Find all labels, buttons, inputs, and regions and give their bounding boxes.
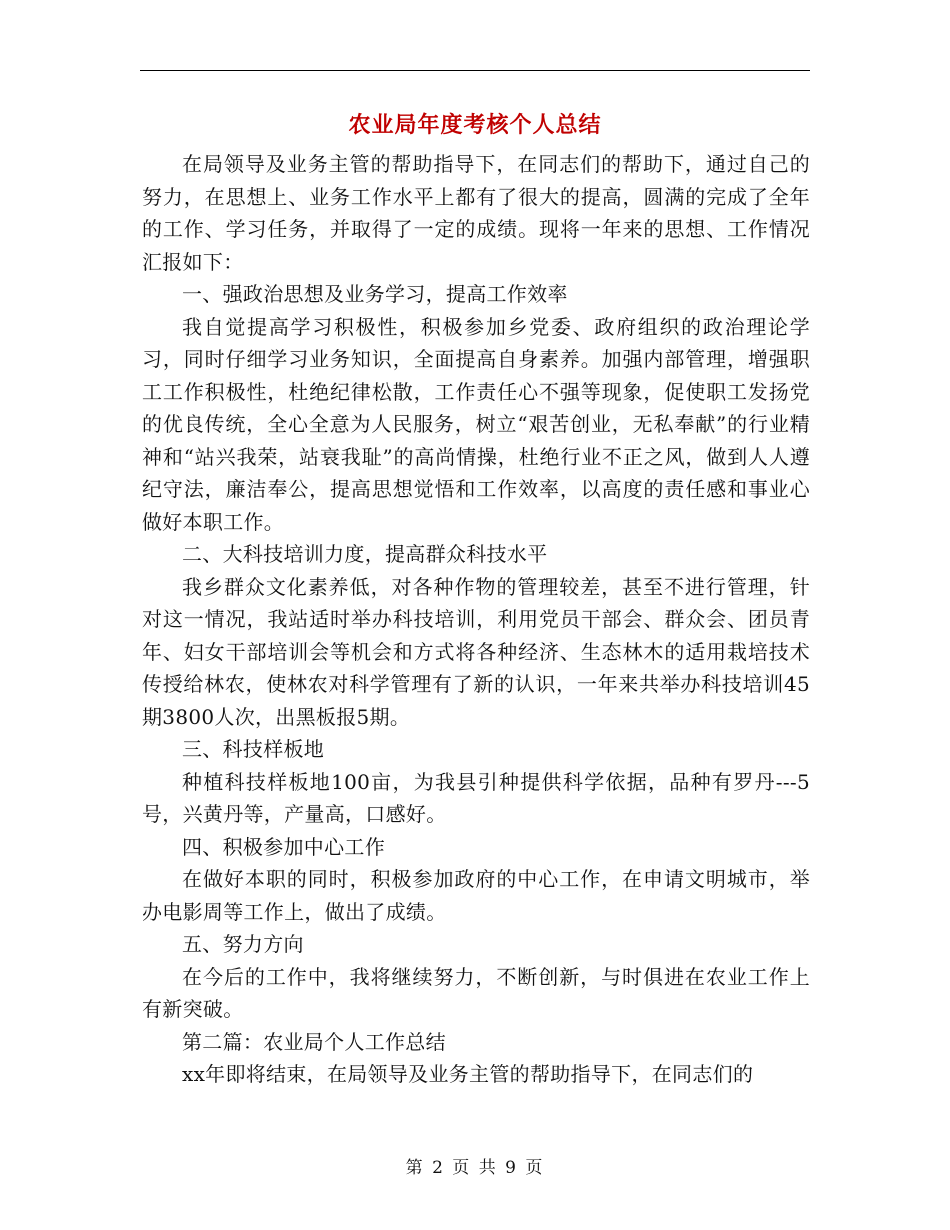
- section-heading-2: 二、大科技培训力度，提高群众科技水平: [182, 542, 548, 566]
- paragraph-intro: 在局领导及业务主管的帮助指导下，在同志们的帮助下，通过自己的努力，在思想上、业务工作水平上都有了很大的提高，圆满的完成了全年的工作、学习任务，并取得了一定的成绩。现将一年来的思想、工作情况汇报如下：: [142, 152, 810, 274]
- header-rule: [140, 70, 810, 71]
- paragraph-3: 种植科技样板地100亩，为我县引种提供科学依据，品种有罗丹---5号，兴黄丹等，产量高，口感好。: [142, 769, 810, 826]
- paragraph-1: 我自觉提高学习积极性，积极参加乡党委、政府组织的政治理论学习，同时仔细学习业务知识，全面提高自身素养。加强内部管理，增强职工工作积极性，杜绝纪律松散，工作责任心不强等现象，促使职工发扬党的优良传统，全心全意为人民服务，树立“艰苦创业，无私奉献”的行业精神和“站兴我荣，站衰我耻”的高尚情操，杜绝行业不正之风，做到人人遵纪守法，廉洁奉公，提高思想觉悟和工作效率，以高度的责任感和事业心做好本职工作。: [142, 314, 810, 534]
- second-article-heading: 第二篇：农业局个人工作总结: [182, 1029, 446, 1054]
- section-heading-3: 三、科技样板地: [182, 737, 325, 761]
- section-heading-1: 一、强政治思想及业务学习，提高工作效率: [182, 282, 568, 306]
- paragraph-2: 我乡群众文化素养低，对各种作物的管理较差，甚至不进行管理，针对这一情况，我站适时举办科技培训，利用党员干部会、群众会、团员青年、妇女干部培训会等机会和方式将各种经济、生态林木的适用栽培技术传授给林农，使林农对科学管理有了新的认识，一年来共举办科技培训45期3800人次，出黑板报5期。: [142, 574, 810, 729]
- section-heading-4: 四、积极参加中心工作: [182, 834, 385, 859]
- document-title: 农业局年度考核个人总结: [348, 112, 602, 138]
- page-footer: 第 2 页 共 9 页: [405, 1158, 545, 1178]
- paragraph-4: 在做好本职的同时，积极参加政府的中心工作，在申请文明城市，举办电影周等工作上，做出了成绩。: [142, 867, 810, 924]
- section-heading-5: 五、努力方向: [182, 932, 304, 956]
- paragraph-5: 在今后的工作中，我将继续努力，不断创新，与时俱进在农业工作上有新突破。: [142, 964, 810, 1021]
- second-article-paragraph: xx年即将结束，在局领导及业务主管的帮助指导下，在同志们的: [182, 1062, 754, 1086]
- document-body: [142, 148, 810, 1091]
